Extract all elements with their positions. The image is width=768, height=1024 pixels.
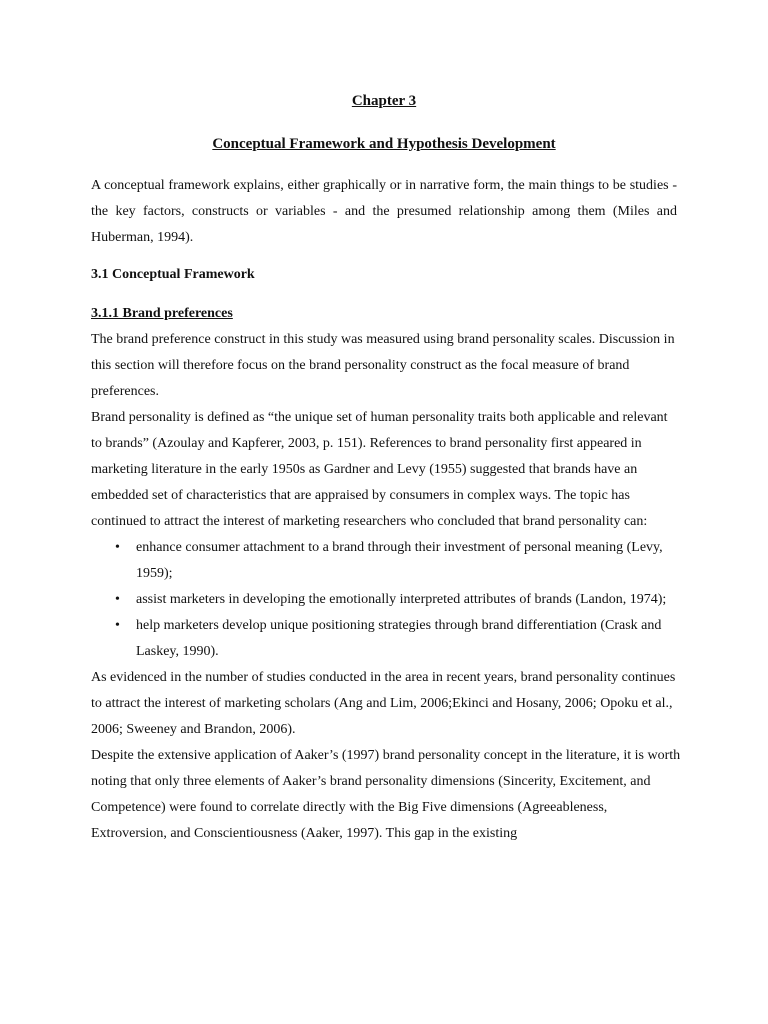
list-item [91,613,671,665]
intro-paragraph: A conceptual framework explains, either graphically or in narrative form, the main things to be studies - the key factors, constructs or variables - and the presumed relationship among them (Miles and Huberman, 1994). [91,178,677,245]
paragraph-aaker-gap: Despite the extensive application of Aaker’s (1997) brand personality concept in the literature, it is worth noting that only three elements of Aaker’s brand personality dimensions (Sincerity, Excitement, and Competence) were found to correlate directly with the Big Five dimensions (Agreeableness, Extroversion, and Conscientiousness (Aaker, 1997). This gap in the existing [91,748,681,841]
paragraph-studies-evidence: As evidenced in the number of studies conducted in the area in recent years, brand personality continues to attract the interest of marketing scholars (Ang and Lim, 2006;Ekinci and Hosany, 2006; Opoku et al., 2006; Sweeney and Brandon, 2006). [91,670,676,737]
list-item [91,535,671,587]
bullet-icon: • [115,540,120,555]
list-item [91,587,671,613]
bullet-icon: • [115,618,120,633]
list-item-text: assist marketers in developing the emotionally interpreted attributes of brands (Landon, 1974); [136,592,667,607]
body-text [91,327,681,847]
list-item-text: enhance consumer attachment to a brand through their investment of personal meaning (Levy, 1959); [136,540,663,581]
section-heading: 3.1 Conceptual Framework [91,267,255,282]
subsection-heading: 3.1.1 Brand preferences [91,306,233,321]
chapter-title: Chapter 3 [351,93,417,109]
list-item-text: help marketers develop unique positioning strategies through brand differentiation (Crask and Laskey, 1990). [136,618,662,659]
bullet-icon: • [115,592,120,607]
paragraph-brand-preference: The brand preference construct in this study was measured using brand personality scales. Discussion in this section will therefore focus on the brand personality construct as the focal measure of brand preferences. [91,332,675,399]
paragraph-brand-personality-definition: Brand personality is defined as “the unique set of human personality traits both applicable and relevant to brands” (Azoulay and Kapferer, 2003, p. 151). References to brand personality first appeared in marketing literature in the early 1950s as Gardner and Levy (1955) suggested that brands have an embedded set of characteristics that are appraised by consumers in complex ways. The topic has continued to attract the interest of marketing researchers who concluded that brand personality can: [91,410,668,529]
chapter-subtitle: Conceptual Framework and Hypothesis Development [212,136,556,152]
bullet-list [91,535,681,665]
